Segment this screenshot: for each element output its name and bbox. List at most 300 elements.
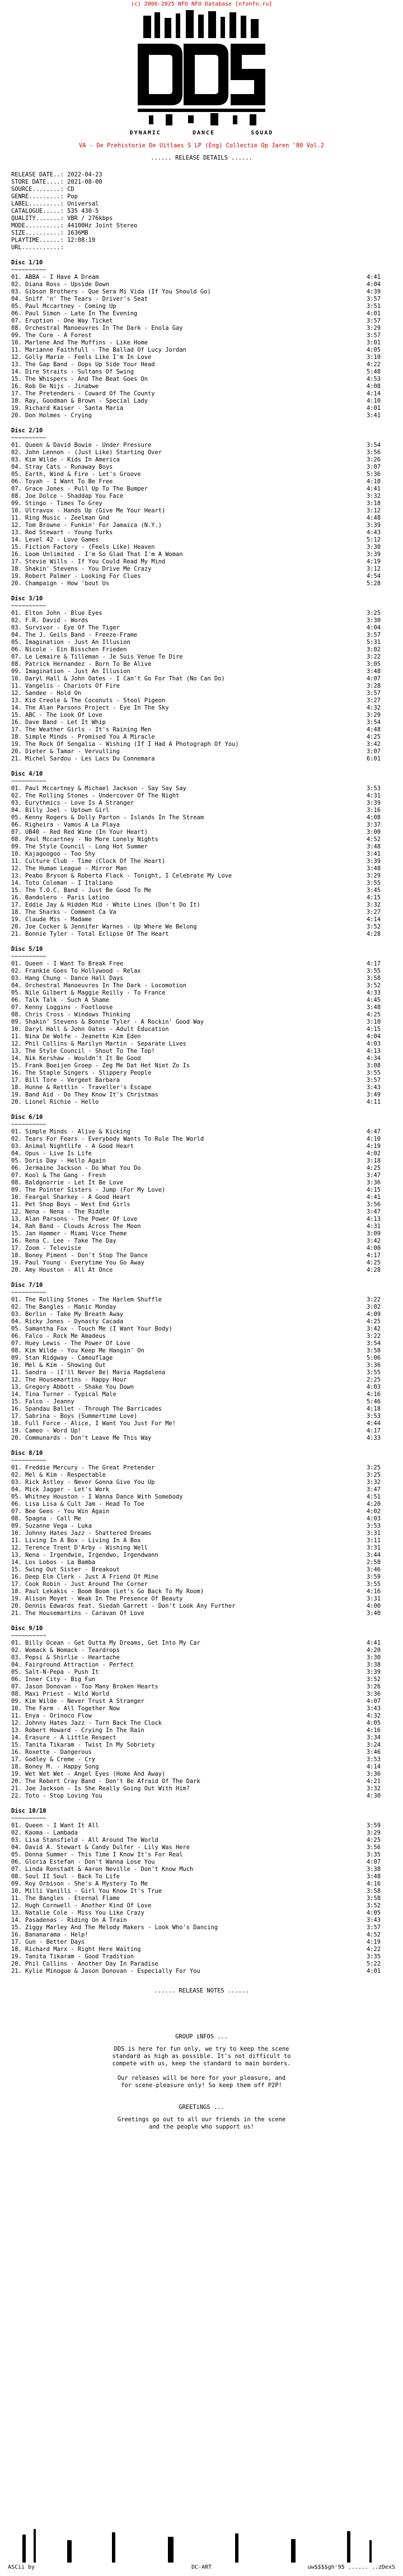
track-name: Fiction Factory - (Feels Like) Heaven — [25, 544, 155, 550]
track-number: 16 — [11, 1238, 18, 1244]
track-duration: 3:32 — [366, 1479, 381, 1486]
track-title-cell — [11, 880, 113, 887]
track-duration: 3:57 — [366, 318, 381, 324]
track-separator: . — [18, 741, 26, 748]
track-row — [11, 515, 392, 522]
track-duration: 3:26 — [366, 1683, 381, 1690]
track-number: 20 — [11, 1961, 18, 1967]
track-title-cell — [11, 1406, 162, 1413]
track-name: Huey Lewis - The Power Of Love — [25, 1340, 130, 1347]
track-duration: 3:24 — [366, 1742, 381, 1748]
track-duration: 3:10 — [366, 354, 381, 361]
track-name: The Robert Cray Band - Don't Be Afraid Of The Dark — [25, 1778, 200, 1785]
track-duration: 4:53 — [366, 376, 381, 382]
track-row — [11, 1683, 392, 1691]
track-name: Billy Ocean - Get Outta My Dreams, Get Into My Car — [25, 1640, 200, 1646]
track-name: Nile Gilbert & Maggie Reilly - To France — [25, 990, 166, 996]
track-duration: 4:08 — [366, 814, 381, 821]
track-title-cell — [11, 1939, 85, 1946]
track-title-cell — [11, 1830, 78, 1837]
track-number: 06 — [11, 1859, 18, 1865]
track-duration: 3:29 — [366, 1830, 381, 1836]
track-title-cell — [11, 493, 123, 500]
track-title-cell — [11, 471, 140, 478]
track-title-cell — [11, 1326, 172, 1333]
track-duration: 3:41 — [366, 412, 381, 419]
track-number: 19 — [11, 1595, 18, 1602]
track-title-cell — [11, 1318, 123, 1326]
track-title-cell — [11, 887, 151, 894]
track-number: 09 — [11, 843, 18, 850]
track-name: Kenny Loggins - Footloose — [25, 1004, 113, 1011]
track-separator: . — [18, 339, 26, 346]
track-row — [11, 1391, 392, 1398]
track-number: 04 — [11, 982, 18, 989]
track-separator: . — [18, 1333, 26, 1340]
track-row — [11, 442, 392, 449]
track-name: Nena - Irgendwie, Irgendwo, Irgendwann — [25, 1552, 158, 1558]
track-name: Chris Cross - Windows Thinking — [25, 1011, 130, 1018]
track-row — [11, 1778, 392, 1785]
track-row — [11, 1055, 392, 1062]
track-title-cell — [11, 1946, 140, 1953]
track-separator: . — [18, 580, 26, 587]
track-row — [11, 1691, 392, 1698]
track-title-cell — [11, 1734, 116, 1742]
track-duration: 3:52 — [366, 1676, 381, 1683]
track-duration: 3:42 — [366, 741, 381, 748]
track-separator: . — [18, 332, 26, 339]
track-duration: 4:51 — [366, 1494, 381, 1500]
track-title-cell — [11, 1084, 151, 1091]
release-info-leader: ..........: — [25, 230, 68, 236]
track-title-cell — [11, 1669, 99, 1676]
track-title-cell — [11, 566, 151, 573]
track-duration: 3:12 — [366, 507, 381, 514]
track-row — [11, 1603, 392, 1610]
track-separator: . — [18, 1968, 26, 1975]
track-number: 13 — [11, 1384, 18, 1390]
track-separator: . — [18, 894, 26, 901]
track-number: 07 — [11, 1508, 18, 1515]
track-row — [11, 325, 392, 332]
track-duration: 3:40 — [366, 1610, 381, 1617]
track-number: 14 — [11, 704, 18, 711]
track-separator: . — [18, 1595, 26, 1602]
track-title-cell — [11, 1048, 155, 1055]
track-title-cell — [11, 646, 126, 654]
release-info-row — [11, 200, 392, 208]
track-number: 14 — [11, 1734, 18, 1741]
track-number: 04 — [11, 296, 18, 302]
track-separator: . — [18, 522, 26, 529]
track-separator: . — [18, 1077, 26, 1084]
track-name: Communards - Don't Leave Me This Way — [25, 1435, 152, 1441]
track-row — [11, 332, 392, 339]
track-name: Bee Gees - You Win Again — [25, 1508, 110, 1515]
track-separator: . — [18, 1888, 26, 1894]
track-duration: 4:04 — [366, 1033, 381, 1040]
track-number: 20 — [11, 748, 18, 755]
track-title-cell — [11, 1019, 204, 1026]
track-separator: . — [18, 1581, 26, 1588]
track-separator: . — [18, 1304, 26, 1310]
track-duration: 3:59 — [366, 1822, 381, 1829]
track-duration: 3:51 — [366, 303, 381, 310]
track-separator: . — [18, 814, 26, 821]
track-duration: 3:57 — [366, 1924, 381, 1931]
track-separator: . — [18, 1143, 26, 1150]
disc-underline: ~~~~~~~~~~ — [11, 435, 46, 441]
track-duration: 4:41 — [366, 1194, 381, 1201]
track-duration: 3:22 — [366, 1296, 381, 1303]
track-name: Kajagoogoo - Too Shy — [25, 851, 96, 857]
track-row — [11, 1552, 392, 1559]
track-number: 03 — [11, 800, 18, 806]
track-title-cell — [11, 1603, 235, 1610]
track-duration: 4:02 — [366, 1508, 381, 1515]
track-duration: 3:54 — [366, 719, 381, 726]
track-name: Freddie Mercury - The Great Pretender — [25, 1464, 155, 1471]
track-name: Dire Straits - Sultans Of Swing — [25, 368, 134, 375]
release-info-row — [11, 193, 392, 200]
track-name: Level 42 - Love Games — [25, 536, 99, 543]
track-separator: . — [18, 1084, 26, 1091]
track-name: Bananarama - Help! — [25, 1931, 88, 1938]
track-separator: . — [18, 573, 26, 580]
track-name: Dennis Edwards feat. Siedah Garrett - Don't Look Any Further — [25, 1603, 236, 1609]
track-number: 18 — [11, 398, 18, 404]
disc-block — [11, 259, 392, 419]
track-duration: 3:39 — [366, 858, 381, 865]
track-name: The Bangles - Manic Monday — [25, 1304, 116, 1310]
track-separator: . — [18, 931, 26, 937]
track-duration: 4:52 — [366, 836, 381, 843]
track-number: 20 — [11, 923, 18, 930]
track-title-cell — [11, 1793, 102, 1800]
track-separator: . — [18, 507, 26, 514]
track-row — [11, 1910, 392, 1917]
release-info-value: 535 430-5 — [67, 208, 99, 214]
track-row — [11, 347, 392, 354]
track-name: Cameo - Word Up! — [25, 1427, 82, 1434]
track-name: Tanita Tikaram - Good Tradition — [25, 1953, 134, 1960]
track-row — [11, 1654, 392, 1662]
footer-artist-signature: uw$$$$gh'95 ...... ..zDexS — [307, 2564, 395, 2570]
track-number: 07 — [11, 1683, 18, 1690]
track-separator: . — [18, 1763, 26, 1770]
nfo-content — [11, 150, 392, 2131]
track-number: 08 — [11, 1873, 18, 1880]
track-name: The Human League - Mirror Man — [25, 865, 127, 872]
track-row — [11, 1581, 392, 1588]
track-row — [11, 1712, 392, 1720]
track-separator: . — [18, 916, 26, 923]
track-duration: 4:03 — [366, 1384, 381, 1390]
track-duration: 3:32 — [366, 1785, 381, 1792]
track-title-cell — [11, 1333, 106, 1340]
track-row — [11, 1004, 392, 1011]
track-number: 17 — [11, 1413, 18, 1420]
track-duration: 3:54 — [366, 442, 381, 449]
source-url-header[interactable]: (c) 2006-2025 NFO NFO Database [nfonfo.ru] — [130, 1, 273, 7]
track-separator: . — [18, 1208, 26, 1215]
track-name: Champaign - How 'bout Us — [25, 580, 110, 587]
track-number: 13 — [11, 1552, 18, 1558]
track-title-cell — [11, 405, 123, 412]
track-title-cell — [11, 1486, 109, 1494]
track-row — [11, 464, 392, 471]
track-number: 12 — [11, 354, 18, 361]
track-name: Bill Tore - Vergeet Barbara — [25, 1077, 120, 1084]
track-name: Gibson Brothers - Que Sera Mi Vida (If You Should Go) — [25, 288, 211, 295]
track-row — [11, 1245, 392, 1252]
track-row — [11, 887, 392, 894]
track-number: 17 — [11, 558, 18, 565]
track-separator: . — [18, 1223, 26, 1230]
track-number: 07 — [11, 654, 18, 660]
track-duration: 3:31 — [366, 1544, 381, 1551]
track-separator: . — [18, 1537, 26, 1544]
track-separator: . — [18, 1931, 26, 1938]
track-name: Salt-N-Pepa - Push It — [25, 1669, 99, 1676]
track-duration: 3:39 — [366, 551, 381, 558]
track-name: UB40 - Red Red Wine (In Your Heart) — [25, 829, 148, 836]
track-duration: 3:28 — [366, 683, 381, 689]
track-title-cell — [11, 1245, 81, 1252]
track-title-cell — [11, 1544, 148, 1552]
track-title-cell — [11, 486, 148, 493]
track-number: 06 — [11, 310, 18, 317]
track-separator: . — [18, 1640, 26, 1646]
track-title-cell — [11, 1537, 140, 1544]
track-title-cell — [11, 1479, 155, 1486]
track-separator: . — [18, 296, 26, 302]
track-name: Diana Ross - Upside Down — [25, 281, 110, 288]
track-row — [11, 456, 392, 464]
track-separator: . — [18, 1040, 26, 1047]
track-row — [11, 1669, 392, 1676]
track-row — [11, 975, 392, 982]
track-separator: . — [18, 975, 26, 982]
track-number: 04 — [11, 1486, 18, 1493]
track-row — [11, 1610, 392, 1617]
track-separator: . — [18, 1588, 26, 1595]
track-name: Whitney Houston - I Wanna Dance With Somebody — [25, 1494, 183, 1500]
track-name: ABC - The Look Of Love — [25, 712, 102, 718]
track-duration: 3:29 — [366, 325, 381, 332]
track-row — [11, 1968, 392, 1975]
track-separator: . — [18, 368, 26, 375]
track-row — [11, 1040, 392, 1048]
track-title-cell — [11, 1676, 95, 1683]
track-title-cell — [11, 1362, 106, 1369]
track-separator: . — [18, 1158, 26, 1164]
disc-title: Disc 7/10 — [11, 1282, 43, 1289]
track-row — [11, 1494, 392, 1501]
track-name: The Rolling Stones - Undercover Of The Night — [25, 792, 180, 799]
track-name: Billy Joel - Uptown Girl — [25, 807, 110, 814]
track-name: Orchestral Manoeuvres In The Dark - Enola Gay — [25, 325, 183, 332]
track-name: Queen - I Want To Break Free — [25, 960, 124, 967]
track-separator: . — [18, 1165, 26, 1172]
track-number: 18 — [11, 1763, 18, 1770]
greetings-line: Greetings go out to all our friends in the scene — [117, 2116, 286, 2123]
track-title-cell — [11, 800, 134, 807]
track-title-cell — [11, 1961, 158, 1968]
track-separator: . — [18, 1435, 26, 1441]
track-number: 02 — [11, 1472, 18, 1478]
disc-block — [11, 946, 392, 1106]
track-row — [11, 1216, 392, 1223]
track-name: Johnny Hates Jazz - Shattered Dreams — [25, 1530, 152, 1537]
track-number: 11 — [11, 347, 18, 353]
track-name: The Whispers - And The Beat Goes On — [25, 376, 148, 382]
track-title-cell — [11, 1011, 130, 1019]
track-row — [11, 493, 392, 500]
track-row — [11, 1734, 392, 1742]
track-separator: . — [18, 1004, 26, 1011]
track-name: Bonnie Tyler - Total Eclipse Of The Heart — [25, 931, 169, 937]
track-title-cell — [11, 1581, 148, 1588]
track-separator: . — [18, 1398, 26, 1405]
track-row — [11, 990, 392, 997]
track-row — [11, 683, 392, 690]
track-number: 15 — [11, 887, 18, 894]
greetings-line: and the people who support us! — [149, 2124, 254, 2130]
track-duration: 3:31 — [366, 1595, 381, 1602]
track-duration: 3:57 — [366, 296, 381, 302]
track-number: 14 — [11, 1391, 18, 1398]
track-name: Hang Chung - Dance Hall Days — [25, 975, 124, 982]
track-title-cell — [11, 624, 120, 632]
track-separator: . — [18, 449, 26, 456]
group-info-body — [0, 2046, 403, 2089]
track-row — [11, 1208, 392, 1216]
track-separator: . — [18, 1837, 26, 1844]
track-duration: 4:31 — [366, 792, 381, 799]
track-separator: . — [18, 456, 26, 463]
track-row — [11, 632, 392, 639]
track-row — [11, 1259, 392, 1267]
track-name: Richard Marx - Right Here Waiting — [25, 1946, 141, 1953]
track-separator: . — [18, 1406, 26, 1412]
track-number: 12 — [11, 865, 18, 872]
track-title-cell — [11, 1771, 165, 1778]
track-number: 11 — [11, 515, 18, 521]
track-separator: . — [18, 1355, 26, 1361]
track-title-cell — [11, 288, 211, 296]
track-name: Robert Howard - Crying In The Rain — [25, 1727, 144, 1734]
track-duration: 3:29 — [366, 712, 381, 718]
track-number: 16 — [11, 1574, 18, 1580]
track-row — [11, 1355, 392, 1362]
track-row — [11, 865, 392, 872]
track-title-cell — [11, 990, 165, 997]
track-row — [11, 1742, 392, 1749]
track-separator: . — [18, 1924, 26, 1931]
track-name: Nena - Nena - The Riddle — [25, 1208, 110, 1215]
track-separator: . — [18, 639, 26, 646]
track-title-cell — [11, 296, 148, 303]
track-title-cell — [11, 1647, 120, 1654]
track-duration: 3:16 — [366, 807, 381, 814]
track-title-cell — [11, 1785, 190, 1793]
track-title-cell — [11, 661, 151, 668]
track-number: 02 — [11, 968, 18, 974]
track-name: Natalie Cole - Miss You Like Crazy — [25, 1910, 144, 1916]
track-name: Simple Minds - Alive & Kicking — [25, 1128, 130, 1135]
track-separator: . — [18, 1742, 26, 1748]
track-name: Spandau Ballet - Through The Barricades — [25, 1406, 162, 1412]
track-title-cell — [11, 734, 155, 741]
track-title-cell — [11, 814, 204, 822]
track-title-cell — [11, 785, 186, 792]
track-separator: . — [18, 471, 26, 478]
track-number: 11 — [11, 1712, 18, 1719]
track-duration: 3:07 — [366, 464, 381, 470]
track-row — [11, 800, 392, 807]
track-number: 17 — [11, 902, 18, 908]
track-title-cell — [11, 573, 140, 580]
track-row — [11, 536, 392, 544]
track-row — [11, 1515, 392, 1523]
track-row — [11, 1143, 392, 1150]
track-duration: 3:22 — [366, 654, 381, 660]
track-title-cell — [11, 1640, 200, 1647]
track-number: 14 — [11, 880, 18, 886]
track-row — [11, 1873, 392, 1880]
disc-block — [11, 427, 392, 587]
track-number: 02 — [11, 1136, 18, 1142]
track-row — [11, 1851, 392, 1859]
track-name: Nina De Wolfe - Jeanette Kim Eden — [25, 1033, 141, 1040]
release-info-label: LABEL — [11, 200, 29, 207]
release-info-value: 2021-08-00 — [67, 179, 102, 185]
release-info-label: MODE — [11, 222, 26, 229]
track-name: Kenny Rogers & Dolly Parton - Islands In The Stream — [25, 814, 204, 821]
track-title-cell — [11, 858, 165, 865]
track-separator: . — [18, 1523, 26, 1529]
track-duration: 4:47 — [366, 1128, 381, 1135]
track-row — [11, 1070, 392, 1077]
track-number: 13 — [11, 697, 18, 704]
track-duration: 3:36 — [366, 1691, 381, 1697]
track-duration: 4:07 — [366, 675, 381, 682]
track-separator: . — [18, 1026, 26, 1033]
track-number: 14 — [11, 1917, 18, 1924]
track-title-cell — [11, 1179, 123, 1187]
track-number: 18 — [11, 734, 18, 740]
track-row — [11, 697, 392, 704]
track-row — [11, 1530, 392, 1537]
track-separator: . — [18, 646, 26, 653]
track-number: 21 — [11, 931, 18, 937]
track-number: 17 — [11, 1077, 18, 1084]
track-separator: . — [18, 281, 26, 288]
track-title-cell — [11, 1727, 144, 1734]
track-name: Stingo - Times To Grey — [25, 500, 102, 507]
track-separator: . — [18, 1530, 26, 1537]
track-number: 04 — [11, 1318, 18, 1325]
release-info-value: Pop — [67, 193, 78, 200]
track-number: 03 — [11, 1311, 18, 1318]
track-duration: 3:00 — [366, 829, 381, 836]
track-separator: . — [18, 1683, 26, 1690]
track-title-cell — [11, 310, 137, 318]
track-title-cell — [11, 515, 109, 522]
track-separator: . — [18, 1559, 26, 1566]
